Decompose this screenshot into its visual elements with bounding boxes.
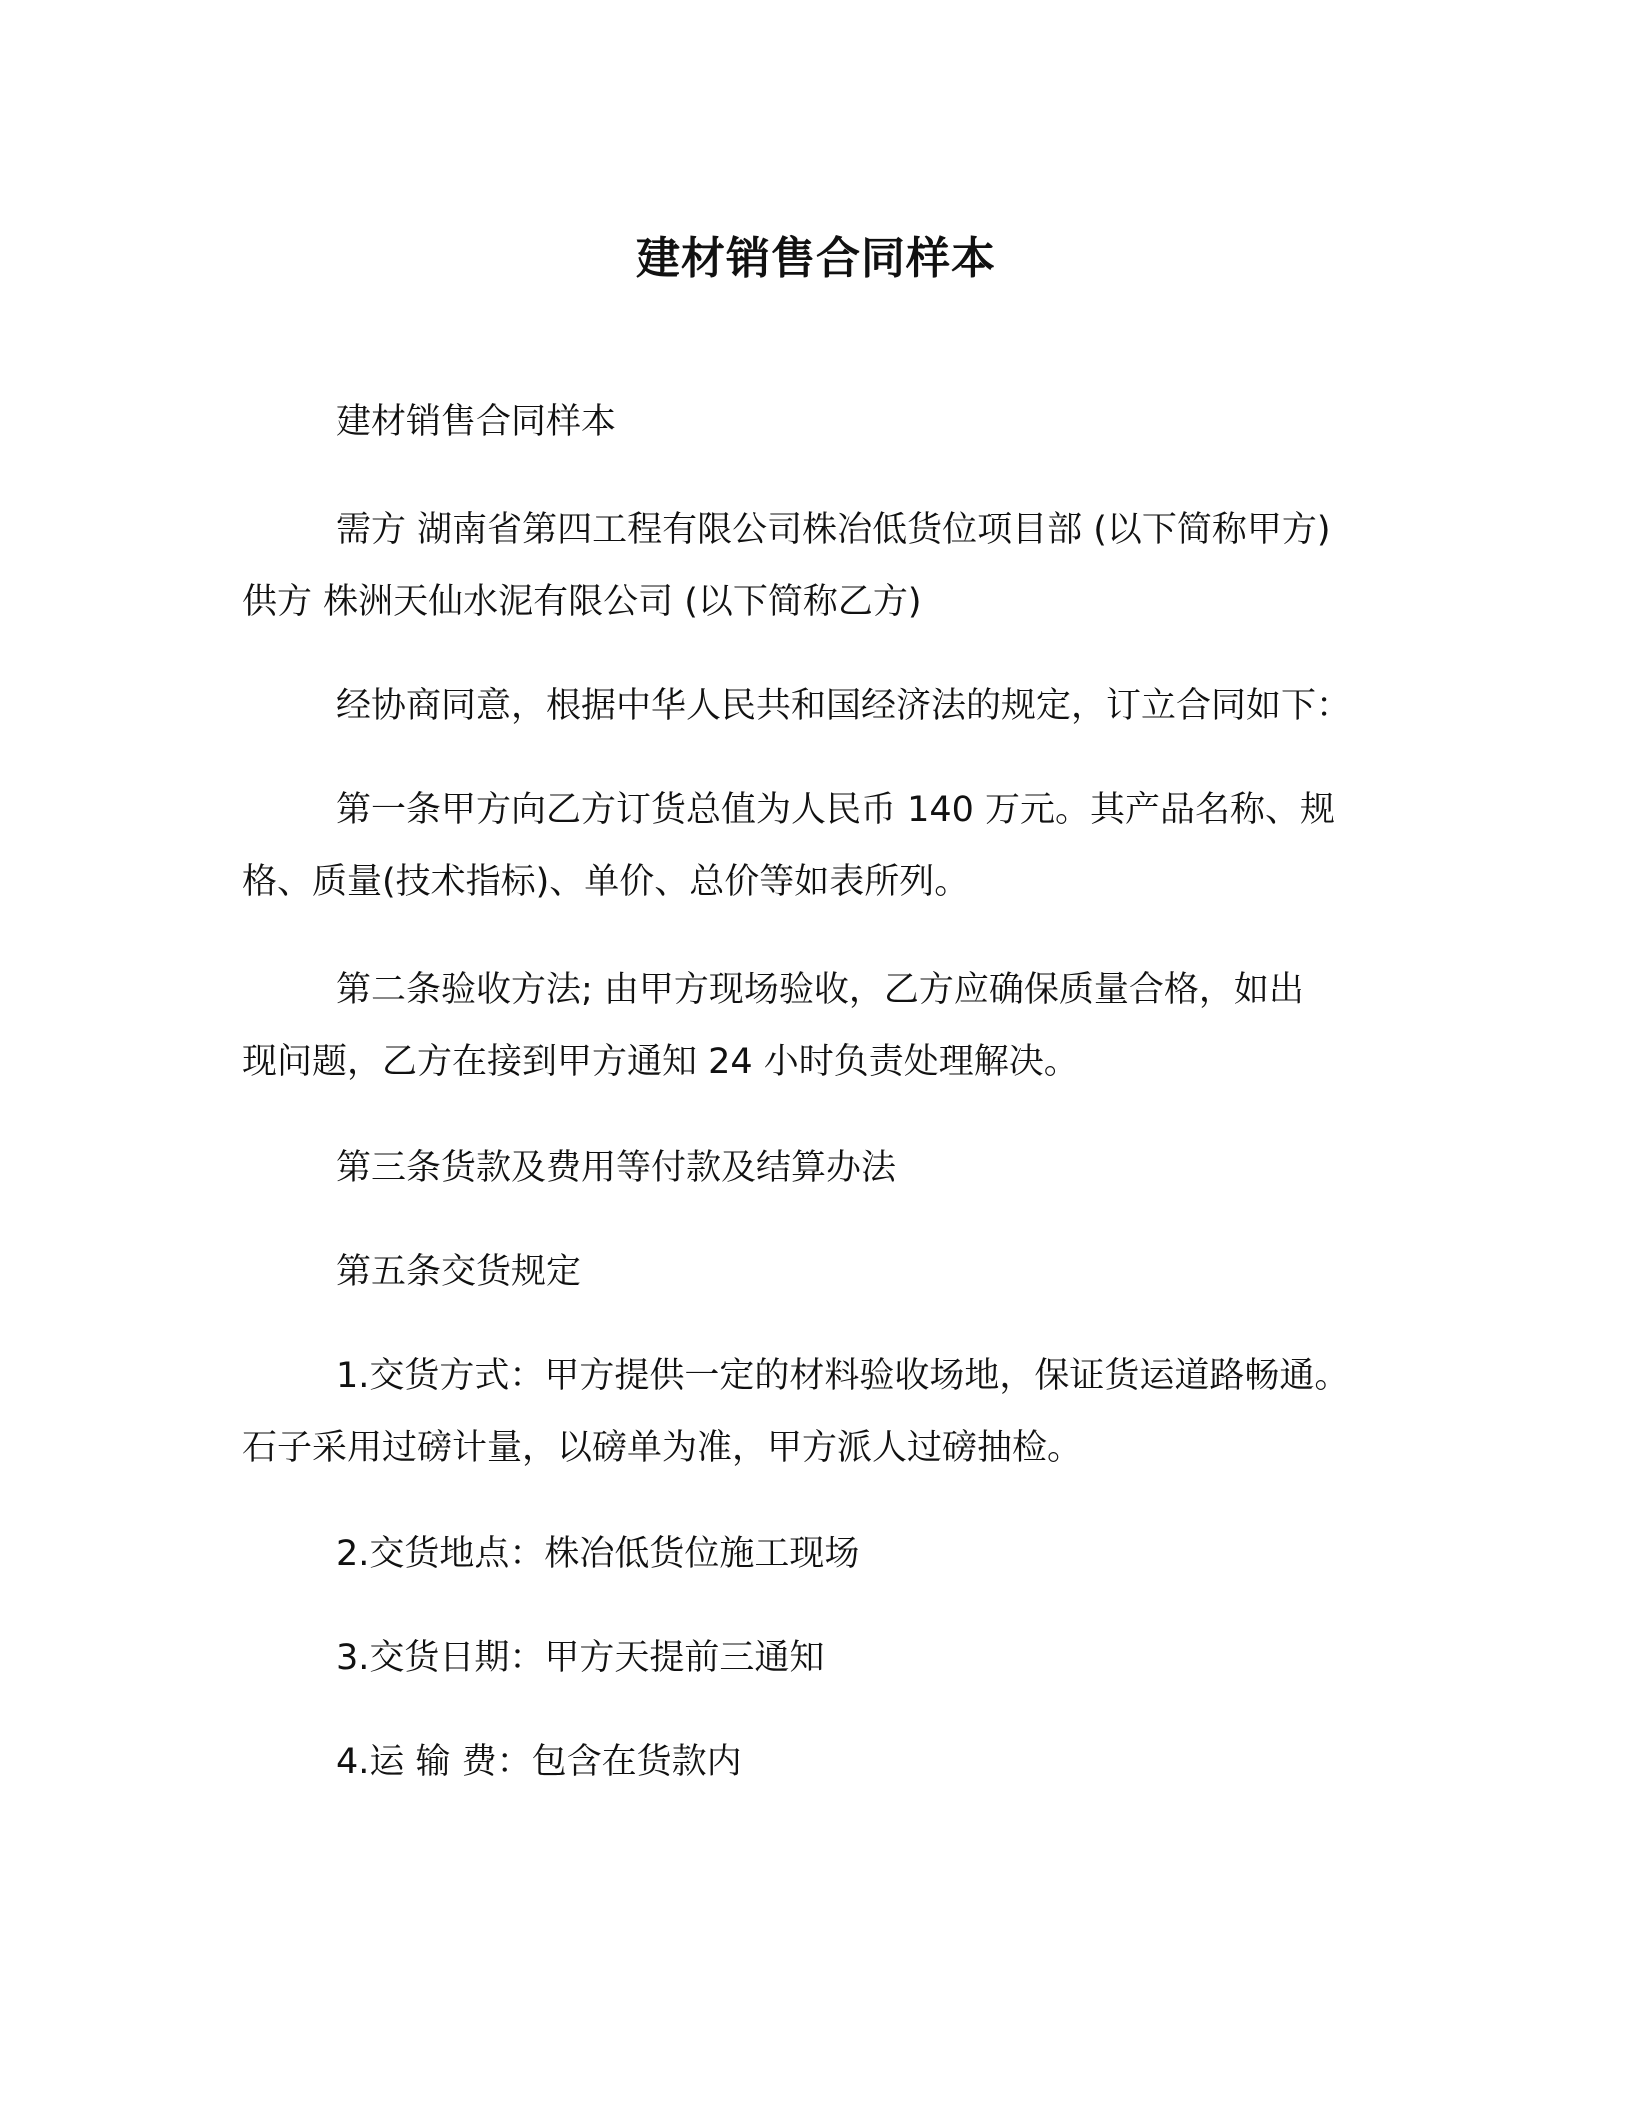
article-2-line-2: 现问题，乙方在接到甲方通知 24 小时负责处理解决。	[242, 1042, 1079, 1082]
document-title: 建材销售合同样本	[636, 233, 996, 284]
article-5-heading: 第五条交货规定	[336, 1252, 582, 1292]
supplier-line: 供方 株洲天仙水泥有限公司 (以下简称乙方)	[242, 582, 922, 622]
article-2-line-1: 第二条验收方法; 由甲方现场验收，乙方应确保质量合格，如出	[336, 970, 1304, 1010]
delivery-method-line-2: 石子采用过磅计量，以磅单为准，甲方派人过磅抽检。	[242, 1428, 1083, 1468]
delivery-method-line-1: 1.交货方式：甲方提供一定的材料验收场地，保证货运道路畅通。	[336, 1356, 1350, 1396]
buyer-line: 需方 湖南省第四工程有限公司株冶低货位项目部 (以下简称甲方)	[336, 510, 1331, 550]
article-1-line-2: 格、质量(技术指标)、单价、总价等如表所列。	[242, 862, 970, 902]
delivery-location-line: 2.交货地点：株冶低货位施工现场	[336, 1534, 860, 1574]
transport-fee-line: 4.运 输 费：包含在货款内	[336, 1742, 742, 1782]
subtitle-line: 建材销售合同样本	[336, 402, 617, 442]
delivery-date-line: 3.交货日期：甲方天提前三通知	[336, 1638, 825, 1678]
article-3-line: 第三条货款及费用等付款及结算办法	[336, 1148, 897, 1188]
article-1-line-1: 第一条甲方向乙方订货总值为人民币 140 万元。其产品名称、规	[336, 790, 1336, 830]
agreement-line: 经协商同意，根据中华人民共和国经济法的规定，订立合同如下：	[336, 686, 1352, 726]
